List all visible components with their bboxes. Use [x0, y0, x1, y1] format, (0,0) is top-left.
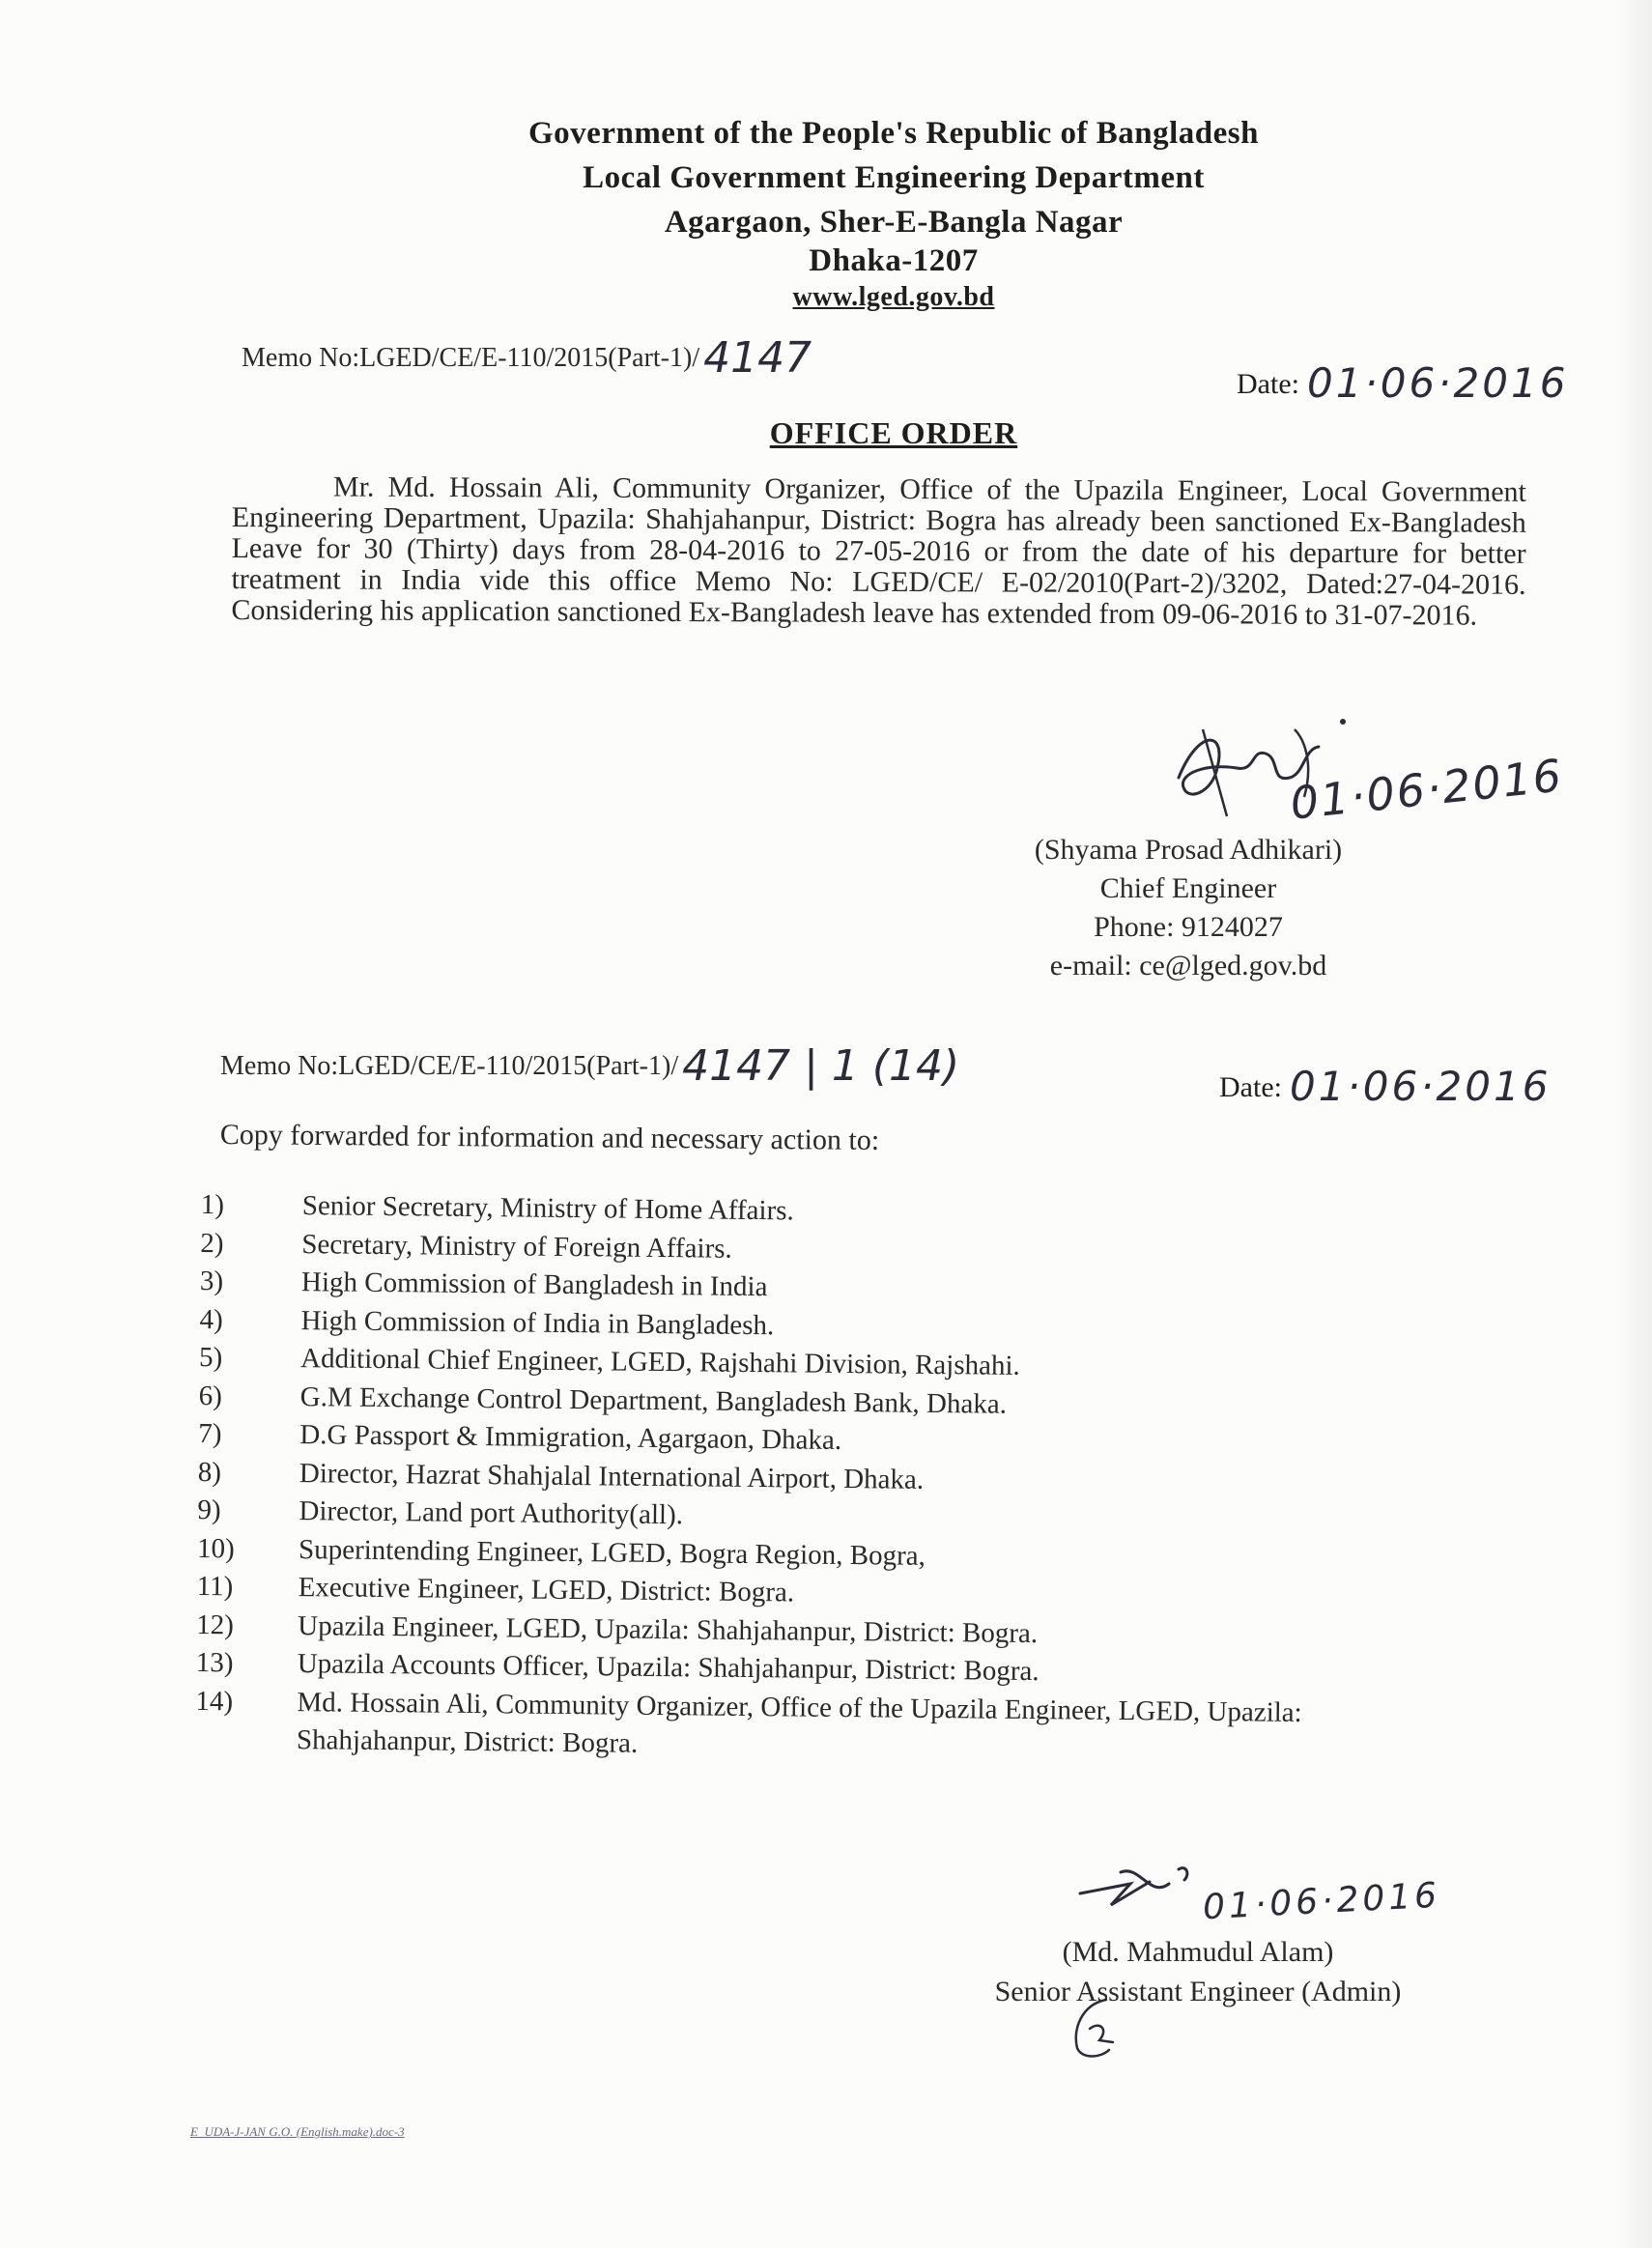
distribution-item-recipient: Director, Land port Authority(all). — [299, 1495, 684, 1531]
office-order-title: OFFICE ORDER — [769, 415, 1018, 450]
distribution-item-number: 1) — [200, 1188, 225, 1221]
memo-number-handwritten-copy: 4147 | 1 (14) — [682, 1041, 960, 1091]
memo-number-prefix: Memo No:LGED/CE/E-110/2015(Part-1)/ — [242, 343, 700, 373]
memo-date-handwritten: 01·06·2016 — [1306, 359, 1569, 407]
distribution-list — [195, 1186, 1457, 1772]
distribution-item-recipient: Director, Hazrat Shahjalal International Airport, Dhaka. — [299, 1457, 925, 1495]
memo-date-label: Date: — [1237, 368, 1299, 400]
distribution-item-recipient: G.M Exchange Control Department, Bangladesh Bank, Dhaka. — [299, 1380, 1008, 1420]
distribution-item-number: 8) — [197, 1456, 222, 1488]
memo-number-handwritten: 4147 — [703, 333, 812, 383]
distribution-item-recipient: Upazila Engineer, LGED, Upazila: Shahjahanpur, District: Bogra. — [298, 1609, 1039, 1649]
senior-assistant-engineer-title: Senior Assistant Engineer (Admin) — [994, 1976, 1402, 2007]
distribution-item-number: 13) — [195, 1646, 234, 1679]
memo-number-prefix-copy: Memo No:LGED/CE/E-110/2015(Part-1)/ — [220, 1051, 679, 1081]
chief-engineer-name: (Shyama Prosad Adhikari) — [1034, 834, 1343, 866]
handwritten-mark-icon — [1063, 1990, 1130, 2067]
senior-assistant-engineer-signature-block — [947, 1932, 1449, 2011]
distribution-item-number: 5) — [198, 1341, 223, 1374]
distribution-item-recipient: High Commission of India in Bangladesh. — [300, 1304, 775, 1341]
memo-number-line-copy — [220, 1041, 959, 1091]
memo-number-line — [242, 333, 812, 383]
distribution-item-number: 9) — [197, 1494, 221, 1526]
chief-engineer-signature-block — [985, 831, 1391, 985]
distribution-item-number: 11) — [196, 1570, 234, 1603]
memo-date — [1237, 359, 1568, 407]
distribution-item-number: 3) — [199, 1265, 224, 1297]
chief-engineer-signature-date: 01·06·2016 — [1287, 749, 1566, 830]
letterhead-website: www.lged.gov.bd — [792, 282, 995, 312]
footer-file-reference: E_UDA-J-JAN G.O. (English.make).doc-3 — [190, 2124, 405, 2139]
distribution-item-recipient: Additional Chief Engineer, LGED, Rajshahi Division, Rajshahi. — [299, 1343, 1020, 1381]
copy-forwarded-intro: Copy forwarded for information and necessary action to: — [219, 1119, 880, 1156]
chief-engineer-title: Chief Engineer — [1099, 872, 1277, 904]
distribution-item-number: 2) — [200, 1227, 224, 1259]
distribution-item-recipient: D.G Passport & Immigration, Agargaon, Dhaka. — [299, 1419, 842, 1456]
distribution-item-recipient: High Commission of Bangladesh in India — [300, 1266, 768, 1303]
distribution-item-recipient: Senior Secretary, Ministry of Home Affairs. — [301, 1190, 794, 1227]
distribution-item-number: 10) — [196, 1532, 235, 1564]
office-order-body: Mr. Md. Hossain Ali, Community Organizer, Office of the Upazila Engineer, Local Government Engineering Department, Upazila: Shahjahanpur, District: Bogra has already been sanctioned Ex-Bangladesh Leave for 30 (Thirty) days from 28-04-2016 to 27-05-2016 or from the date of his departure for better treatment in India vide this office Memo No: LGED/CE/ E-02/2010(Part-2)/3202, Dated:27-04-2016. Considering his application sanctioned Ex-Bangladesh leave has extended from 09-06-2016 to 31-07-2016. — [231, 470, 1526, 632]
letterhead-line-address: Agargaon, Sher-E-Bangla Nagar — [664, 205, 1124, 240]
memo-date-copy — [1219, 1063, 1551, 1110]
letterhead-line-city: Dhaka-1207 — [809, 243, 979, 278]
distribution-item-number: 12) — [196, 1608, 235, 1640]
page-edge-shadow — [1613, 0, 1652, 2248]
distribution-list-item — [195, 1682, 1452, 1772]
distribution-item-number: 14) — [195, 1685, 234, 1717]
letterhead-line-department: Local Government Engineering Department — [583, 160, 1205, 195]
distribution-item-recipient: Upazila Accounts Officer, Upazila: Shahjahanpur, District: Bogra. — [297, 1648, 1040, 1688]
senior-assistant-engineer-signature-date: 01·06·2016 — [1202, 1875, 1442, 1928]
letterhead-line-government: Government of the People's Republic of Bangladesh — [528, 116, 1259, 151]
memo-date-label-copy: Date: — [1219, 1071, 1282, 1103]
distribution-item-number: 4) — [199, 1303, 223, 1335]
distribution-item-recipient: Secretary, Ministry of Foreign Affairs. — [301, 1228, 732, 1265]
chief-engineer-phone: Phone: 9124027 — [1094, 911, 1283, 943]
distribution-item-recipient: Md. Hossain Ali, Community Organizer, Office of the Upazila Engineer, LGED, Upazila: Shahjahanpur, District: Bogra. — [296, 1686, 1302, 1759]
chief-engineer-email: e-mail: ce@lged.gov.bd — [1049, 950, 1327, 982]
distribution-item-recipient: Superintending Engineer, LGED, Bogra Region, Bogra, — [298, 1533, 926, 1572]
distribution-item-number: 7) — [198, 1417, 222, 1450]
distribution-item-recipient: Executive Engineer, LGED, District: Bogra. — [298, 1572, 795, 1608]
memo-date-handwritten-copy: 01·06·2016 — [1289, 1063, 1552, 1110]
distribution-item-number: 6) — [198, 1380, 223, 1411]
senior-assistant-engineer-name: (Md. Mahmudul Alam) — [1062, 1936, 1334, 1968]
